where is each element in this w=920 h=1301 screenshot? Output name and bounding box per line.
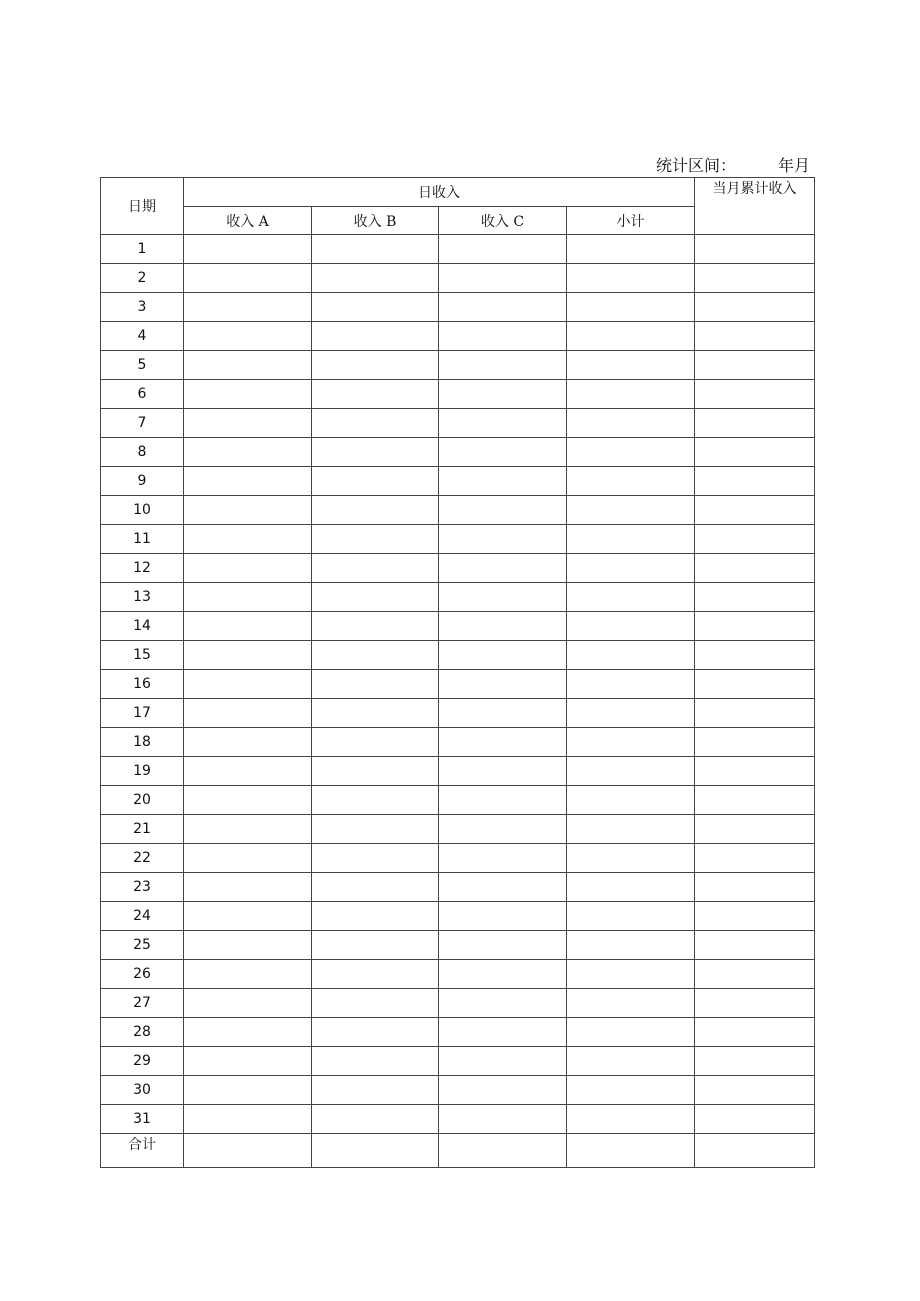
income-a-cell[interactable] (184, 989, 312, 1018)
subtotal-cell[interactable] (567, 873, 695, 902)
total-label: 合计 (101, 1134, 184, 1168)
day-number: 19 (101, 757, 184, 786)
subtotal-cell[interactable] (567, 438, 695, 467)
income-a-cell[interactable] (184, 554, 312, 583)
income-b-cell[interactable] (312, 409, 439, 438)
table-row (101, 583, 815, 612)
day-number: 29 (101, 1047, 184, 1076)
income-a-cell[interactable] (184, 786, 312, 815)
table-row (101, 554, 815, 583)
subtotal-cell[interactable] (567, 409, 695, 438)
subtotal-cell[interactable] (567, 989, 695, 1018)
table-row (101, 699, 815, 728)
monthly-cumulative-cell[interactable] (695, 931, 815, 960)
table-row (101, 380, 815, 409)
income-a-cell[interactable] (184, 873, 312, 902)
income-c-cell[interactable] (439, 351, 567, 380)
table-row (101, 467, 815, 496)
income-b-cell[interactable] (312, 293, 439, 322)
subtotal-cell[interactable] (567, 612, 695, 641)
income-b-cell[interactable] (312, 641, 439, 670)
income-c-cell[interactable] (439, 409, 567, 438)
income-c-cell[interactable] (439, 467, 567, 496)
subtotal-cell[interactable] (567, 931, 695, 960)
income-a-cell[interactable] (184, 467, 312, 496)
subtotal-cell[interactable] (567, 1105, 695, 1134)
income-a-cell[interactable] (184, 902, 312, 931)
subtotal-cell[interactable] (567, 757, 695, 786)
table-row (101, 322, 815, 351)
income-a-cell[interactable] (184, 409, 312, 438)
income-a-cell[interactable] (184, 1076, 312, 1105)
header-monthly-cumulative: 当月累计收入 (695, 178, 815, 235)
monthly-cumulative-cell[interactable] (695, 1047, 815, 1076)
income-a-cell[interactable] (184, 525, 312, 554)
monthly-cumulative-cell[interactable] (695, 496, 815, 525)
income-b-cell[interactable] (312, 322, 439, 351)
income-b-cell[interactable] (312, 496, 439, 525)
day-number: 18 (101, 728, 184, 757)
day-number: 16 (101, 670, 184, 699)
monthly-cumulative-cell[interactable] (695, 989, 815, 1018)
total-subtotal-cell[interactable] (567, 1134, 695, 1168)
income-c-cell[interactable] (439, 641, 567, 670)
income-c-cell[interactable] (439, 380, 567, 409)
income-c-cell[interactable] (439, 583, 567, 612)
income-c-cell[interactable] (439, 757, 567, 786)
income-c-cell[interactable] (439, 1105, 567, 1134)
day-number: 31 (101, 1105, 184, 1134)
income-c-cell[interactable] (439, 902, 567, 931)
income-c-cell[interactable] (439, 322, 567, 351)
income-a-cell[interactable] (184, 612, 312, 641)
header-subtotal: 小计 (567, 207, 695, 235)
table-row (101, 525, 815, 554)
subtotal-cell[interactable] (567, 380, 695, 409)
income-c-cell[interactable] (439, 612, 567, 641)
subtotal-cell[interactable] (567, 235, 695, 264)
table-row (101, 757, 815, 786)
income-c-cell[interactable] (439, 1018, 567, 1047)
monthly-cumulative-cell[interactable] (695, 1076, 815, 1105)
day-number: 24 (101, 902, 184, 931)
day-number: 23 (101, 873, 184, 902)
subtotal-cell[interactable] (567, 467, 695, 496)
income-b-cell[interactable] (312, 670, 439, 699)
table-row (101, 902, 815, 931)
income-b-cell[interactable] (312, 612, 439, 641)
table-row (101, 293, 815, 322)
subtotal-cell[interactable] (567, 815, 695, 844)
income-b-cell[interactable] (312, 989, 439, 1018)
table-row (101, 931, 815, 960)
day-number: 1 (101, 235, 184, 264)
subtotal-cell[interactable] (567, 351, 695, 380)
subtotal-cell[interactable] (567, 264, 695, 293)
income-b-cell[interactable] (312, 1105, 439, 1134)
income-c-cell[interactable] (439, 293, 567, 322)
monthly-cumulative-cell[interactable] (695, 757, 815, 786)
subtotal-cell[interactable] (567, 322, 695, 351)
income-a-cell[interactable] (184, 815, 312, 844)
income-a-cell[interactable] (184, 293, 312, 322)
statistics-period (640, 153, 816, 175)
income-b-cell[interactable] (312, 844, 439, 873)
monthly-cumulative-cell[interactable] (695, 322, 815, 351)
income-a-cell[interactable] (184, 1018, 312, 1047)
monthly-cumulative-cell[interactable] (695, 786, 815, 815)
income-ledger-table (100, 177, 815, 1168)
income-a-cell[interactable] (184, 699, 312, 728)
income-b-cell[interactable] (312, 351, 439, 380)
subtotal-cell[interactable] (567, 525, 695, 554)
subtotal-cell[interactable] (567, 496, 695, 525)
subtotal-cell[interactable] (567, 960, 695, 989)
monthly-cumulative-cell[interactable] (695, 293, 815, 322)
income-b-cell[interactable] (312, 699, 439, 728)
income-b-cell[interactable] (312, 1047, 439, 1076)
income-b-cell[interactable] (312, 815, 439, 844)
header-income-a: 收入 A (184, 207, 312, 235)
subtotal-cell[interactable] (567, 902, 695, 931)
table-row (101, 1076, 815, 1105)
total-income-b-cell[interactable] (312, 1134, 439, 1168)
income-a-cell[interactable] (184, 931, 312, 960)
income-b-cell[interactable] (312, 902, 439, 931)
income-b-cell[interactable] (312, 438, 439, 467)
income-a-cell[interactable] (184, 351, 312, 380)
income-a-cell[interactable] (184, 670, 312, 699)
table-row (101, 351, 815, 380)
monthly-cumulative-cell[interactable] (695, 815, 815, 844)
subtotal-cell[interactable] (567, 554, 695, 583)
day-number: 21 (101, 815, 184, 844)
monthly-cumulative-cell[interactable] (695, 612, 815, 641)
monthly-cumulative-cell[interactable] (695, 438, 815, 467)
income-b-cell[interactable] (312, 380, 439, 409)
income-c-cell[interactable] (439, 1076, 567, 1105)
day-number: 2 (101, 264, 184, 293)
header-income-b: 收入 B (312, 207, 439, 235)
monthly-cumulative-cell[interactable] (695, 264, 815, 293)
monthly-cumulative-cell[interactable] (695, 554, 815, 583)
income-b-cell[interactable] (312, 728, 439, 757)
income-a-cell[interactable] (184, 1047, 312, 1076)
monthly-cumulative-cell[interactable] (695, 525, 815, 554)
income-c-cell[interactable] (439, 989, 567, 1018)
subtotal-cell[interactable] (567, 844, 695, 873)
subtotal-cell[interactable] (567, 1018, 695, 1047)
day-number: 10 (101, 496, 184, 525)
subtotal-cell[interactable] (567, 670, 695, 699)
table-row (101, 786, 815, 815)
day-number: 17 (101, 699, 184, 728)
header-date: 日期 (101, 178, 184, 235)
income-b-cell[interactable] (312, 554, 439, 583)
monthly-cumulative-cell[interactable] (695, 467, 815, 496)
income-a-cell[interactable] (184, 960, 312, 989)
total-income-c-cell[interactable] (439, 1134, 567, 1168)
day-number: 15 (101, 641, 184, 670)
income-a-cell[interactable] (184, 583, 312, 612)
income-a-cell[interactable] (184, 322, 312, 351)
income-c-cell[interactable] (439, 931, 567, 960)
period-year-month: 年月 (778, 156, 811, 175)
day-number: 9 (101, 467, 184, 496)
income-c-cell[interactable] (439, 699, 567, 728)
income-b-cell[interactable] (312, 931, 439, 960)
table-row (101, 815, 815, 844)
monthly-cumulative-cell[interactable] (695, 873, 815, 902)
total-row (101, 1134, 815, 1168)
income-c-cell[interactable] (439, 873, 567, 902)
day-number: 27 (101, 989, 184, 1018)
day-number: 14 (101, 612, 184, 641)
income-c-cell[interactable] (439, 960, 567, 989)
table-row (101, 960, 815, 989)
day-number: 8 (101, 438, 184, 467)
day-number: 5 (101, 351, 184, 380)
income-c-cell[interactable] (439, 1047, 567, 1076)
day-number: 25 (101, 931, 184, 960)
income-b-cell[interactable] (312, 1018, 439, 1047)
table-row (101, 1047, 815, 1076)
day-number: 4 (101, 322, 184, 351)
total-monthly-cumulative-cell[interactable] (695, 1134, 815, 1168)
monthly-cumulative-cell[interactable] (695, 670, 815, 699)
day-number: 12 (101, 554, 184, 583)
table-row (101, 641, 815, 670)
income-c-cell[interactable] (439, 438, 567, 467)
table-row (101, 409, 815, 438)
income-b-cell[interactable] (312, 525, 439, 554)
subtotal-cell[interactable] (567, 583, 695, 612)
income-a-cell[interactable] (184, 264, 312, 293)
table-row (101, 438, 815, 467)
income-a-cell[interactable] (184, 844, 312, 873)
day-number: 7 (101, 409, 184, 438)
day-number: 11 (101, 525, 184, 554)
total-income-a-cell[interactable] (184, 1134, 312, 1168)
monthly-cumulative-cell[interactable] (695, 641, 815, 670)
income-a-cell[interactable] (184, 438, 312, 467)
day-number: 6 (101, 380, 184, 409)
income-c-cell[interactable] (439, 815, 567, 844)
income-c-cell[interactable] (439, 525, 567, 554)
income-c-cell[interactable] (439, 728, 567, 757)
income-c-cell[interactable] (439, 235, 567, 264)
monthly-cumulative-cell[interactable] (695, 351, 815, 380)
subtotal-cell[interactable] (567, 699, 695, 728)
income-b-cell[interactable] (312, 960, 439, 989)
monthly-cumulative-cell[interactable] (695, 728, 815, 757)
monthly-cumulative-cell[interactable] (695, 1105, 815, 1134)
income-b-cell[interactable] (312, 467, 439, 496)
income-b-cell[interactable] (312, 1076, 439, 1105)
monthly-cumulative-cell[interactable] (695, 960, 815, 989)
income-c-cell[interactable] (439, 786, 567, 815)
monthly-cumulative-cell[interactable] (695, 380, 815, 409)
subtotal-cell[interactable] (567, 728, 695, 757)
income-a-cell[interactable] (184, 235, 312, 264)
day-number: 26 (101, 960, 184, 989)
table-row (101, 496, 815, 525)
table-row (101, 873, 815, 902)
income-b-cell[interactable] (312, 583, 439, 612)
income-a-cell[interactable] (184, 728, 312, 757)
income-b-cell[interactable] (312, 235, 439, 264)
header-income-c: 收入 C (439, 207, 567, 235)
income-b-cell[interactable] (312, 873, 439, 902)
income-a-cell[interactable] (184, 641, 312, 670)
table-row (101, 728, 815, 757)
subtotal-cell[interactable] (567, 1076, 695, 1105)
income-c-cell[interactable] (439, 496, 567, 525)
table-row (101, 264, 815, 293)
table-row (101, 670, 815, 699)
subtotal-cell[interactable] (567, 1047, 695, 1076)
table-row (101, 989, 815, 1018)
table-row (101, 612, 815, 641)
income-b-cell[interactable] (312, 786, 439, 815)
income-c-cell[interactable] (439, 264, 567, 293)
income-a-cell[interactable] (184, 1105, 312, 1134)
monthly-cumulative-cell[interactable] (695, 235, 815, 264)
day-number: 28 (101, 1018, 184, 1047)
day-number: 13 (101, 583, 184, 612)
subtotal-cell[interactable] (567, 786, 695, 815)
income-b-cell[interactable] (312, 757, 439, 786)
monthly-cumulative-cell[interactable] (695, 844, 815, 873)
day-number: 22 (101, 844, 184, 873)
header-daily-income: 日收入 (184, 178, 695, 207)
monthly-cumulative-cell[interactable] (695, 699, 815, 728)
day-number: 30 (101, 1076, 184, 1105)
table-row (101, 1018, 815, 1047)
table-row (101, 1105, 815, 1134)
monthly-cumulative-cell[interactable] (695, 1018, 815, 1047)
day-number: 3 (101, 293, 184, 322)
income-a-cell[interactable] (184, 757, 312, 786)
income-a-cell[interactable] (184, 380, 312, 409)
income-c-cell[interactable] (439, 844, 567, 873)
income-b-cell[interactable] (312, 264, 439, 293)
income-a-cell[interactable] (184, 496, 312, 525)
table-row (101, 844, 815, 873)
day-number: 20 (101, 786, 184, 815)
table-row (101, 235, 815, 264)
monthly-cumulative-cell[interactable] (695, 409, 815, 438)
subtotal-cell[interactable] (567, 293, 695, 322)
monthly-cumulative-cell[interactable] (695, 902, 815, 931)
period-label: 统计区间： (656, 156, 737, 175)
income-c-cell[interactable] (439, 670, 567, 699)
subtotal-cell[interactable] (567, 641, 695, 670)
monthly-cumulative-cell[interactable] (695, 583, 815, 612)
income-c-cell[interactable] (439, 554, 567, 583)
